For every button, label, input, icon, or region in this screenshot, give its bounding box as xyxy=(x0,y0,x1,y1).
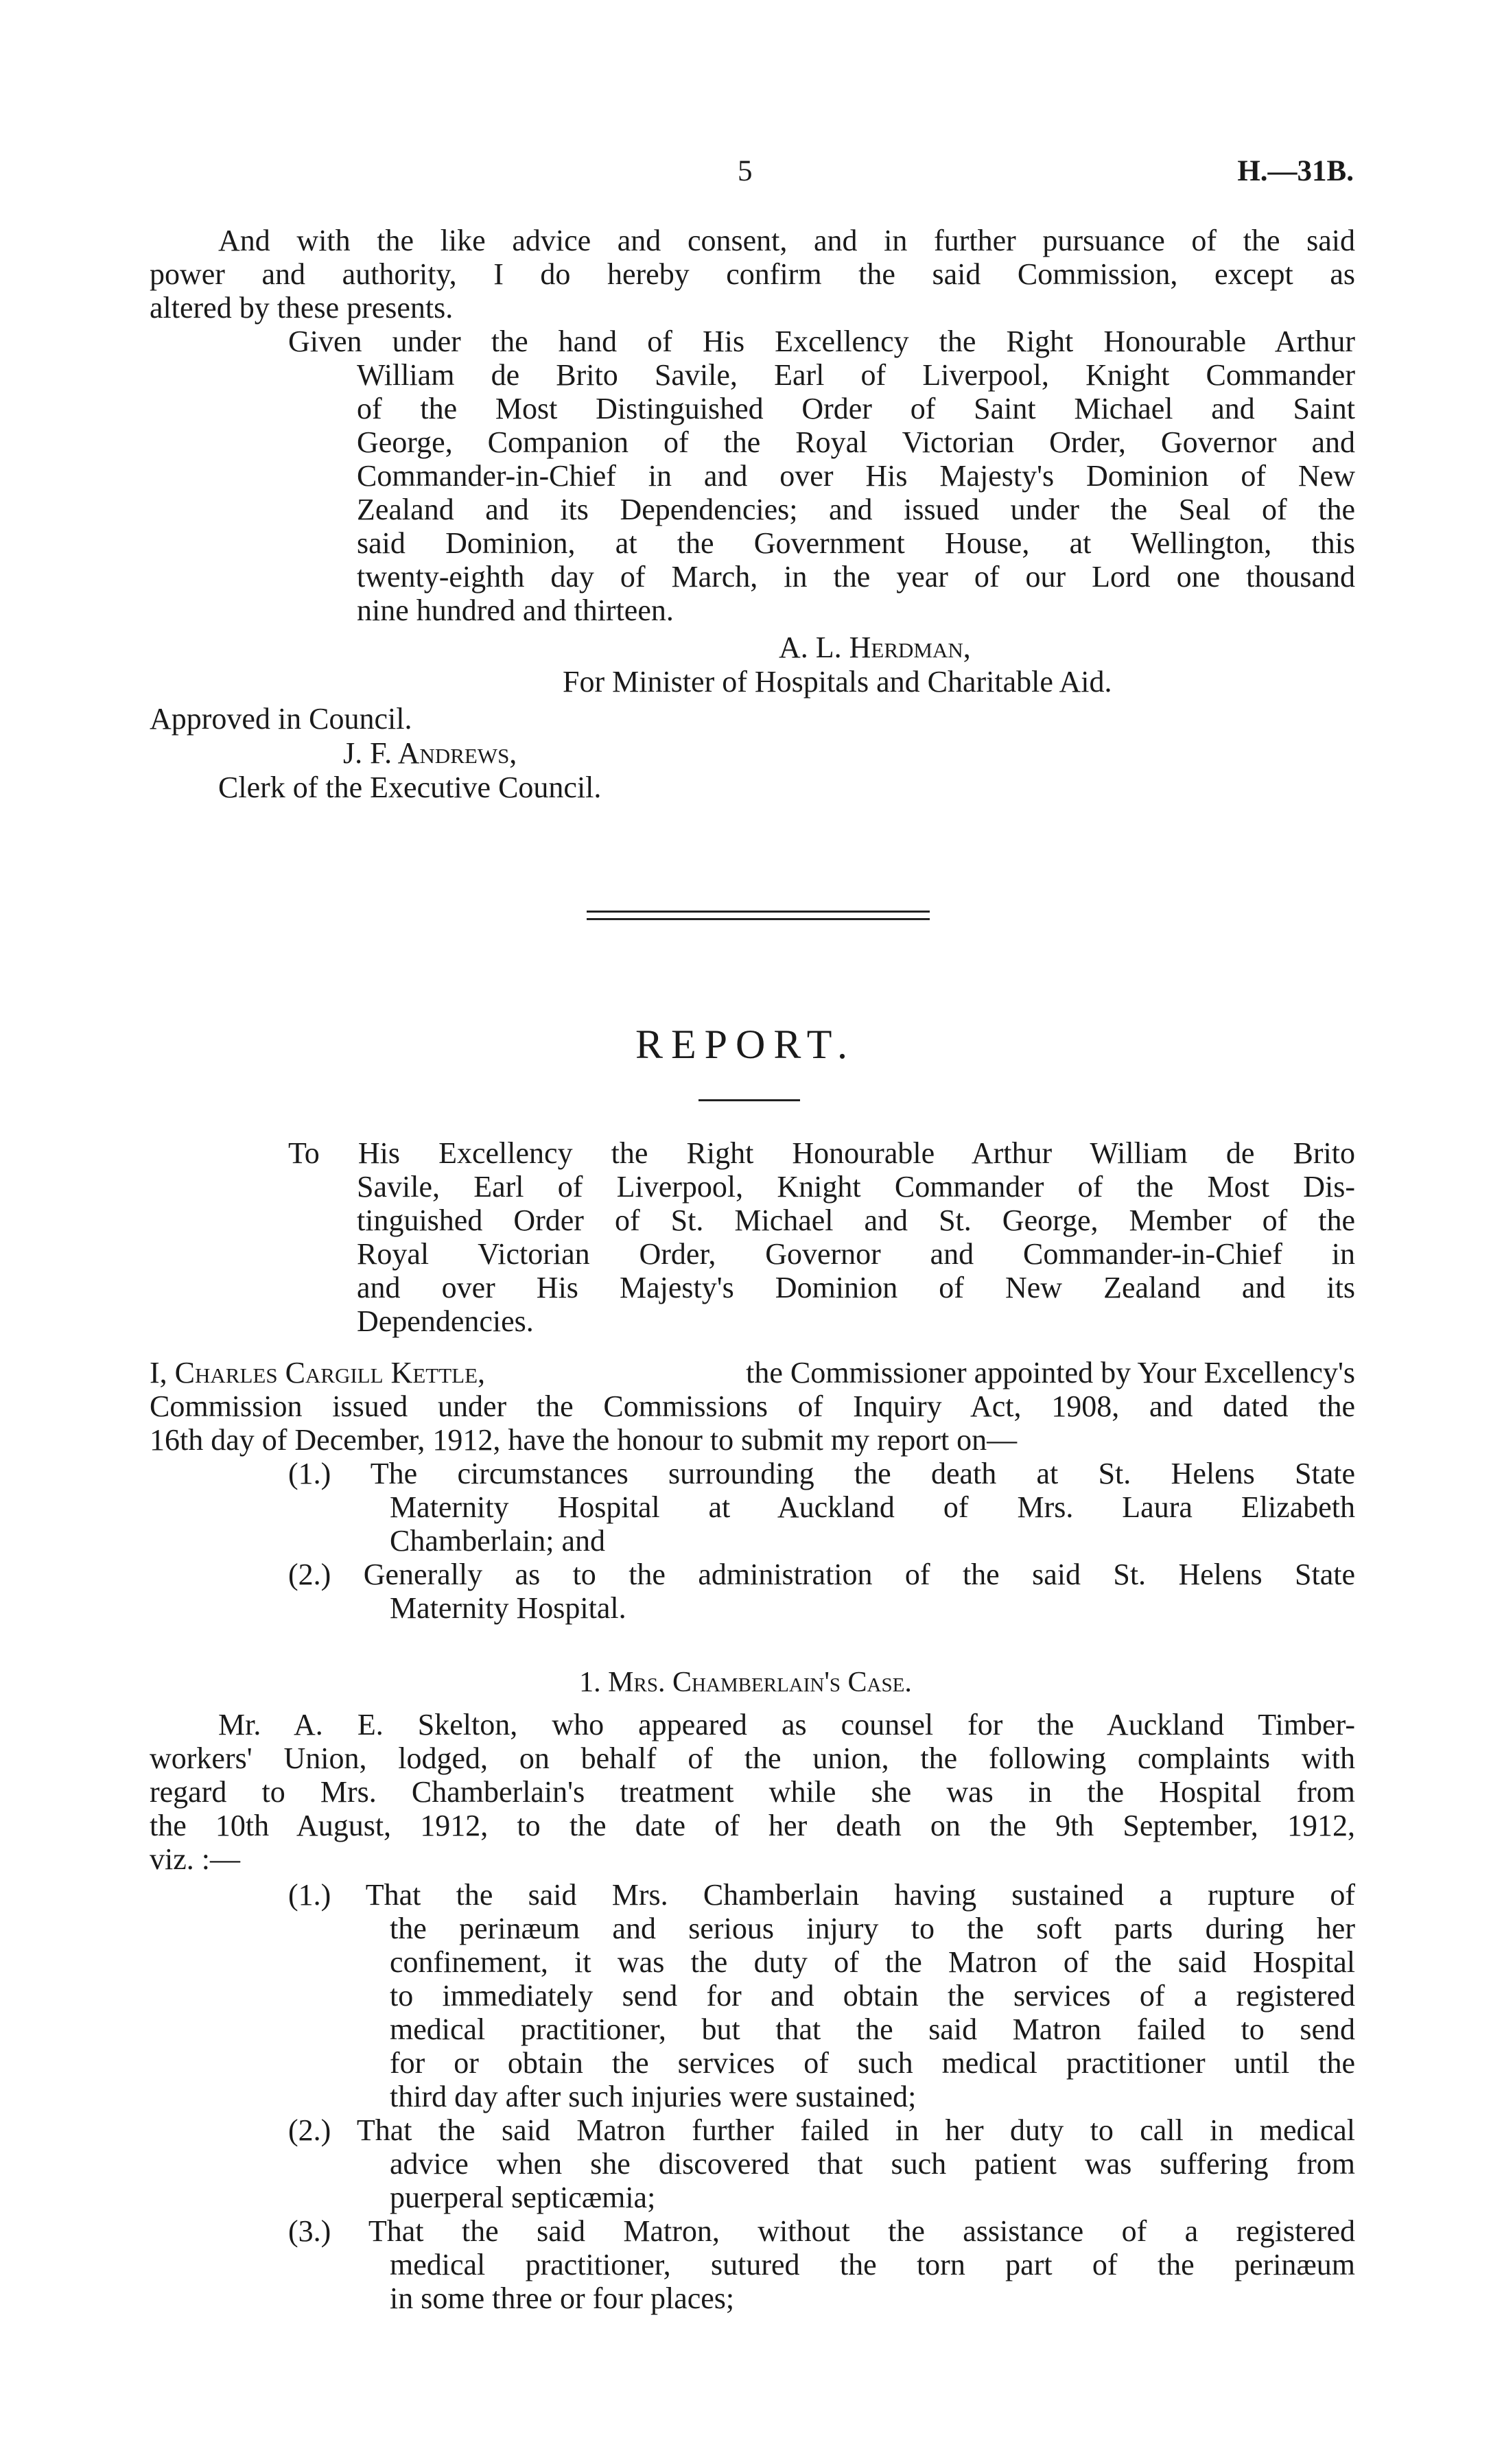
case-line: the 10th August, 1912, to the date of her death on the 9th September, 1912, xyxy=(150,1809,1355,1842)
given-line: Zealand and its Dependencies; and issued under the Seal of the xyxy=(357,493,1355,526)
intro-line: Commission issued under the Commissions of Inquiry Act, 1908, and dated the xyxy=(150,1389,1355,1423)
given-line: twenty-eighth day of March, in the year of our Lord one thousand xyxy=(357,560,1355,594)
complaint-line: confinement, it was the duty of the Matron of the said Hospital xyxy=(390,1945,1355,1979)
given-line: of the Most Distinguished Order of Saint Michael and Saint xyxy=(357,392,1355,425)
document-reference: H.—31B. xyxy=(1237,155,1354,187)
complaint-line: for or obtain the services of such medical practitioner until the xyxy=(390,2046,1355,2080)
report-heading: REPORT. xyxy=(635,1022,856,1067)
section-heading: 1. Mrs. Chamberlain's Case. xyxy=(579,1667,912,1698)
complaint-line: to immediately send for and obtain the services of a registered xyxy=(390,1979,1355,2013)
section-divider xyxy=(587,911,930,920)
signatory-name: A. L. Herdman, xyxy=(779,631,971,664)
address-line: Savile, Earl of Liverpool, Knight Commander of the Most Dis- xyxy=(357,1170,1355,1204)
case-line: workers' Union, lodged, on behalf of the union, the following complaints with xyxy=(150,1741,1355,1775)
scope-item-line: (2.) Generally as to the administration of the said St. Helens State xyxy=(288,1558,1355,1591)
case-line: Mr. A. E. Skelton, who appeared as counsel for the Auckland Timber- xyxy=(218,1708,1355,1741)
scope-item-line: Maternity Hospital. xyxy=(390,1591,626,1625)
complaint-line: the perinæum and serious injury to the soft parts during her xyxy=(390,1912,1355,1945)
complaint-line: medical practitioner, sutured the torn part of the perinæum xyxy=(390,2248,1355,2281)
complaint-line: (2.) That the said Matron further failed in her duty to call in medical xyxy=(288,2113,1355,2147)
paragraph-line: altered by these presents. xyxy=(150,291,454,325)
given-line: George, Companion of the Royal Victorian Order, Governor and xyxy=(357,425,1355,459)
paragraph-line: power and authority, I do hereby confirm the said Commission, except as xyxy=(150,257,1355,291)
complaint-line: in some three or four places; xyxy=(390,2281,735,2315)
address-line: Dependencies. xyxy=(357,1304,534,1338)
signatory-title: For Minister of Hospitals and Charitable Aid. xyxy=(563,665,1112,699)
case-line: regard to Mrs. Chamberlain's treatment while she was in the Hospital from xyxy=(150,1775,1355,1809)
clerk-name: J. F. Andrews, xyxy=(343,736,517,770)
given-line: said Dominion, at the Government House, at Wellington, this xyxy=(357,526,1355,560)
intro-text: the Commissioner appointed by Your Excellency's xyxy=(746,1356,1355,1389)
complaint-line: puerperal septicæmia; xyxy=(390,2181,656,2214)
complaint-line: (3.) That the said Matron, without the assistance of a registered xyxy=(288,2214,1355,2248)
commissioner-name: I, Charles Cargill Kettle, xyxy=(150,1356,486,1389)
address-line: and over His Majesty's Dominion of New Zealand and its xyxy=(357,1271,1355,1304)
scope-item-line: (1.) The circumstances surrounding the death at St. Helens State xyxy=(288,1457,1355,1490)
intro-line: 16th day of December, 1912, have the honour to submit my report on— xyxy=(150,1423,1018,1457)
scope-item-line: Chamberlain; and xyxy=(390,1524,606,1558)
case-line: viz. :— xyxy=(150,1842,240,1876)
page-number: 5 xyxy=(738,155,753,187)
heading-rule xyxy=(698,1099,800,1101)
given-line: William de Brito Savile, Earl of Liverpool, Knight Commander xyxy=(357,358,1355,392)
complaint-line: advice when she discovered that such patient was suffering from xyxy=(390,2147,1355,2181)
approved-line: Approved in Council. xyxy=(150,702,412,736)
complaint-line: (1.) That the said Mrs. Chamberlain having sustained a rupture of xyxy=(288,1878,1355,1912)
address-line: tinguished Order of St. Michael and St. George, Member of the xyxy=(357,1204,1355,1237)
complaint-line: medical practitioner, but that the said Matron failed to send xyxy=(390,2013,1355,2046)
page-header xyxy=(0,154,1491,196)
intro-line xyxy=(150,1355,1355,1391)
address-line: Royal Victorian Order, Governor and Commander-in-Chief in xyxy=(357,1237,1355,1271)
given-line: Given under the hand of His Excellency the Right Honourable Arthur xyxy=(288,325,1355,358)
scope-item-line: Maternity Hospital at Auckland of Mrs. Laura Elizabeth xyxy=(390,1490,1355,1524)
complaint-line: third day after such injuries were sustained; xyxy=(390,2080,917,2113)
clerk-title: Clerk of the Executive Council. xyxy=(218,771,602,804)
address-line: To His Excellency the Right Honourable Arthur William de Brito xyxy=(288,1136,1355,1170)
given-line: Commander-in-Chief in and over His Majesty's Dominion of New xyxy=(357,459,1355,493)
given-line: nine hundred and thirteen. xyxy=(357,594,674,627)
paragraph-line: And with the like advice and consent, and in further pursuance of the said xyxy=(218,224,1355,257)
